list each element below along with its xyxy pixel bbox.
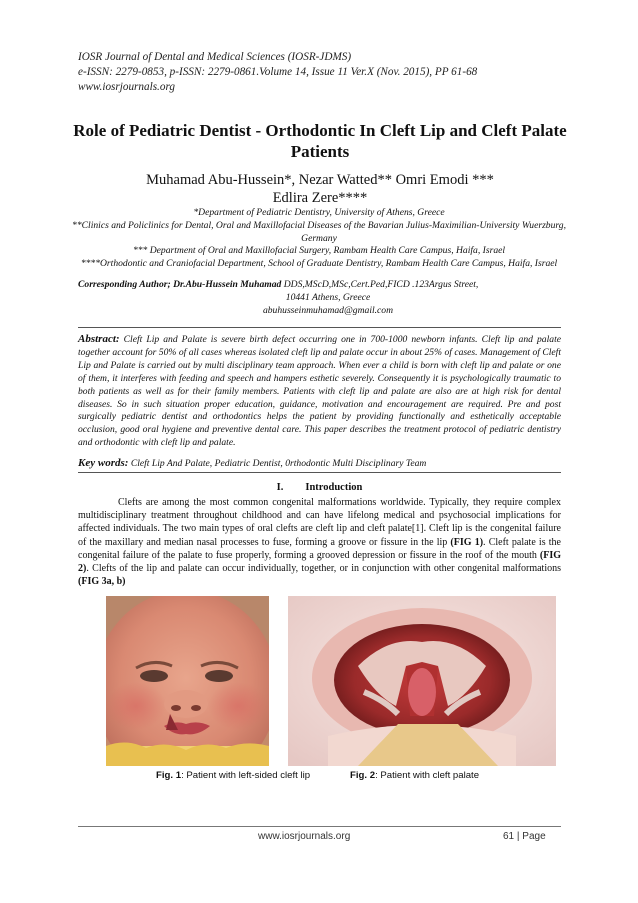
intro-text-1: Clefts are among the most common congenital malformations worldwide. Typically, they require complex multidisciplinary treatment throughout childhood and can have lifelong medical and psychosocial implications for affected individuals. The two main types of oral clefts are cleft lip and cleft palate[1]. Cleft lip is the congenital failure of the maxillary and median nasal processes to fuse, forming a groove or fissure in the lip xyxy=(78,497,561,548)
section-title: Introduction xyxy=(305,482,363,493)
corresponding-line-2: 10441 Athens, Greece xyxy=(285,291,371,303)
footer-page-number: 61 | Page xyxy=(503,831,546,842)
corresponding-email[interactable]: abuhusseinmuhamad@gmail.com xyxy=(262,304,394,316)
section-number: I. xyxy=(276,482,284,493)
infant-face-photo xyxy=(106,596,269,766)
figure-1-image xyxy=(106,596,269,766)
authors-line-2: Edlira Zere**** xyxy=(272,190,368,206)
affiliations xyxy=(58,207,580,271)
figure-1-caption-text: : Patient with left-sided cleft lip xyxy=(181,770,311,781)
figure-2-label: Fig. 2 xyxy=(350,770,376,781)
authors xyxy=(70,171,570,207)
corresponding-line-1: DDS,MScD,MSc,Cert.Ped,FICD .123Argus Street, xyxy=(281,279,479,290)
paper-title: Role of Pediatric Dentist - Orthodontic In Cleft Lip and Cleft Palate Patients xyxy=(73,121,567,161)
affiliation-2: **Clinics and Policlinics for Dental, Oral and Maxillofacial Diseases of the Bavarian Julius-Maximilian-University Wuerzburg, Germany xyxy=(72,219,566,244)
intro-paragraph xyxy=(78,496,561,588)
figure-1-caption xyxy=(156,770,310,781)
fig2-reference: (FIG 2) xyxy=(78,549,561,575)
intro-text-2: . Cleft palate is the congenital failure of the palate to fuse properly, forming a grooved depression or fissure in the roof of the mouth xyxy=(78,536,561,561)
intro-text-3: . Clefts of the lip and palate can occur individually, together, or in conjunction with other congenital malformations xyxy=(86,563,561,575)
authors-line-1: Muhamad Abu-Hussein*, Nezar Watted** Omri Emodi *** xyxy=(146,172,494,188)
fig1-reference: (FIG 1) xyxy=(450,536,484,548)
keywords xyxy=(78,457,561,470)
affiliation-1: *Department of Pediatric Dentistry, University of Athens, Greece xyxy=(193,207,445,218)
footer-divider xyxy=(78,826,561,827)
abstract xyxy=(78,333,561,450)
affiliation-4: ****Orthodontic and Craniofacial Department, School of Graduate Dentistry, Rambam Health Care Campus, Haifa, Israel xyxy=(80,258,558,270)
figure-2-caption-text: : Patient with cleft palate xyxy=(375,770,480,781)
keywords-text: Cleft Lip And Palate, Pediatric Dentist, 0rthodontic Multi Disciplinary Team xyxy=(128,458,427,469)
divider-top xyxy=(78,327,561,328)
figure-2-image xyxy=(288,596,556,766)
divider-keywords xyxy=(78,472,561,473)
cleft-palate-photo xyxy=(288,596,556,766)
fig3-reference: (FIG 3a, b) xyxy=(78,576,126,588)
figure-1-label: Fig. 1 xyxy=(156,770,182,781)
abstract-label: Abstract: xyxy=(78,333,120,345)
journal-url: www.iosrjournals.org xyxy=(78,81,175,93)
journal-issn: e-ISSN: 2279-0853, p-ISSN: 2279-0861.Volume 14, Issue 11 Ver.X (Nov. 2015), PP 61-68 xyxy=(78,66,478,78)
keywords-label: Key words: xyxy=(78,457,129,469)
footer-url[interactable]: www.iosrjournals.org xyxy=(258,831,351,842)
corresponding-label: Corresponding Author; Dr.Abu-Hussein Muhamad xyxy=(78,279,282,290)
figure-2-caption xyxy=(350,770,479,781)
affiliation-3: *** Department of Oral and Maxillofacial Surgery, Rambam Health Care Campus, Haifa, Israel xyxy=(132,245,506,257)
abstract-text: Cleft Lip and Palate is severe birth defect occurring one in 700-1000 newborn infants. Cleft lip and palate together account for 50% of all cases whereas isolated cleft lip and palate occur in about 25% of cases. Management of Cleft Lip and Palate is carried out by multi disciplinary team approach. When ever a child is born with cleft lip and palate or one of them, it interferes with feeding and speech and hampers esthetic severely. Consequently it is psychologically traumatic to both patients as well as for their family members. Patients with cleft lip and palate are also are at high risk for dental diseases. So in such situation proper education, guidance, motivation and encouragement are required. Pre and post surgically pediatric dentist and orthodontics helps the patient by providing functionally and esthetically acceptable occlusion, good oral hygiene and preventive dental care. This paper describes the treatment protocol of pediatric dentistry and orthodontic with cleft lip and palate. xyxy=(78,334,561,449)
journal-name: IOSR Journal of Dental and Medical Sciences (IOSR-JDMS) xyxy=(78,51,352,63)
journal-header xyxy=(78,50,578,95)
corresponding-author xyxy=(78,279,578,317)
section-heading xyxy=(78,482,561,493)
